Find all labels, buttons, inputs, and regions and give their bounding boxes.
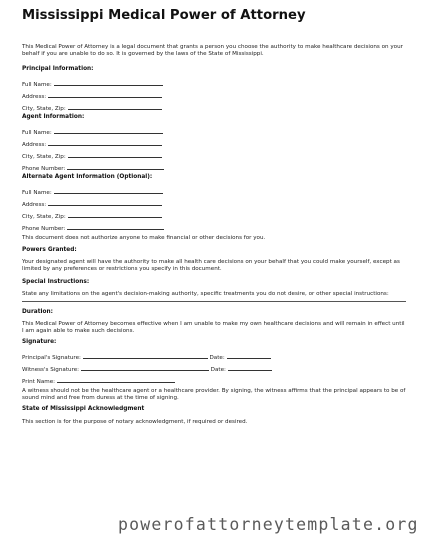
witness-signature-field[interactable] — [22, 364, 272, 373]
special-heading: Special Instructions: — [22, 279, 90, 285]
alternate-address-line[interactable] — [48, 199, 162, 206]
document-title: Mississippi Medical Power of Attorney — [22, 8, 306, 23]
duration-text: This Medical Power of Attorney becomes effective when I am unable to make my own healthcare decisions and will remain in effect until I am again able to make such decisions. — [22, 321, 405, 335]
witness-date-line[interactable] — [228, 364, 272, 371]
agent-full-name-label: Full Name: — [22, 130, 52, 136]
special-text: State any limitations on the agent's decision-making authority, specific treatments you do not desire, or other special instructions: — [22, 291, 389, 297]
agent-address-line[interactable] — [48, 139, 162, 146]
agent-phone-label: Phone Number: — [22, 166, 66, 172]
principal-address-field[interactable] — [22, 91, 162, 100]
principal-heading: Principal Information: — [22, 66, 94, 72]
duration-heading: Duration: — [22, 309, 53, 315]
alternate-phone-field[interactable] — [22, 223, 164, 232]
agent-full-name-line[interactable] — [54, 127, 163, 134]
print-name-line[interactable] — [57, 376, 175, 383]
footer-watermark: powerofattorneytemplate.org — [118, 515, 419, 534]
alternate-full-name-label: Full Name: — [22, 190, 52, 196]
principal-full-name-line[interactable] — [54, 79, 163, 86]
witness-note: A witness should not be the healthcare agent or a healthcare provider. By signing, the witness affirms that the principal appears to be of sound mind and free from duress at the time of signing. — [22, 388, 406, 402]
agent-phone-field[interactable] — [22, 163, 164, 172]
alternate-city-line[interactable] — [68, 211, 162, 218]
principal-signature-label: Principal's Signature: — [22, 355, 81, 361]
alternate-city-label: City, State, Zip: — [22, 214, 66, 220]
alternate-address-field[interactable] — [22, 199, 162, 208]
agent-full-name-field[interactable] — [22, 127, 163, 136]
agent-city-line[interactable] — [68, 151, 162, 158]
principal-signature-field[interactable] — [22, 352, 271, 361]
print-name-label: Print Name: — [22, 379, 56, 385]
witness-date-label: Date: — [210, 367, 226, 373]
print-name-field[interactable] — [22, 376, 175, 385]
alternate-city-field[interactable] — [22, 211, 162, 220]
principal-city-field[interactable] — [22, 103, 162, 112]
alternate-address-label: Address: — [22, 202, 47, 208]
signature-heading: Signature: — [22, 339, 57, 345]
acknowledgment-text: This section is for the purpose of notary acknowledgment, if required or desired. — [22, 419, 248, 425]
agent-address-label: Address: — [22, 142, 47, 148]
witness-signature-line[interactable] — [81, 364, 209, 371]
agent-city-label: City, State, Zip: — [22, 154, 66, 160]
agent-address-field[interactable] — [22, 139, 162, 148]
principal-address-line[interactable] — [48, 91, 162, 98]
special-instructions-line[interactable] — [22, 301, 406, 302]
witness-signature-label: Witness's Signature: — [22, 367, 80, 373]
principal-city-line[interactable] — [68, 103, 162, 110]
intro-paragraph: This Medical Power of Attorney is a legal document that grants a person you choose the authority to make healthcare decisions on your behalf if you are unable to do so. It is governed by the laws of the State of Mississippi. — [22, 44, 403, 58]
alternate-heading: Alternate Agent Information (Optional): — [22, 174, 153, 180]
acknowledgment-heading: State of Mississippi Acknowledgment — [22, 406, 145, 412]
agent-heading: Agent Information: — [22, 114, 85, 120]
agent-phone-line[interactable] — [67, 163, 164, 170]
principal-address-label: Address: — [22, 94, 47, 100]
principal-signature-line[interactable] — [83, 352, 208, 359]
principal-date-line[interactable] — [227, 352, 271, 359]
alternate-phone-label: Phone Number: — [22, 226, 66, 232]
principal-city-label: City, State, Zip: — [22, 106, 66, 112]
disclaimer-text: This document does not authorize anyone to make financial or other decisions for you. — [22, 235, 266, 241]
agent-city-field[interactable] — [22, 151, 162, 160]
powers-text: Your designated agent will have the authority to make all health care decisions on your behalf that you could make yourself, except as limited by any preferences or restrictions you specify in this document. — [22, 259, 400, 273]
alternate-full-name-field[interactable] — [22, 187, 163, 196]
principal-date-label: Date: — [209, 355, 225, 361]
principal-full-name-field[interactable] — [22, 79, 163, 88]
principal-full-name-label: Full Name: — [22, 82, 52, 88]
alternate-full-name-line[interactable] — [54, 187, 163, 194]
powers-heading: Powers Granted: — [22, 247, 77, 253]
alternate-phone-line[interactable] — [67, 223, 164, 230]
